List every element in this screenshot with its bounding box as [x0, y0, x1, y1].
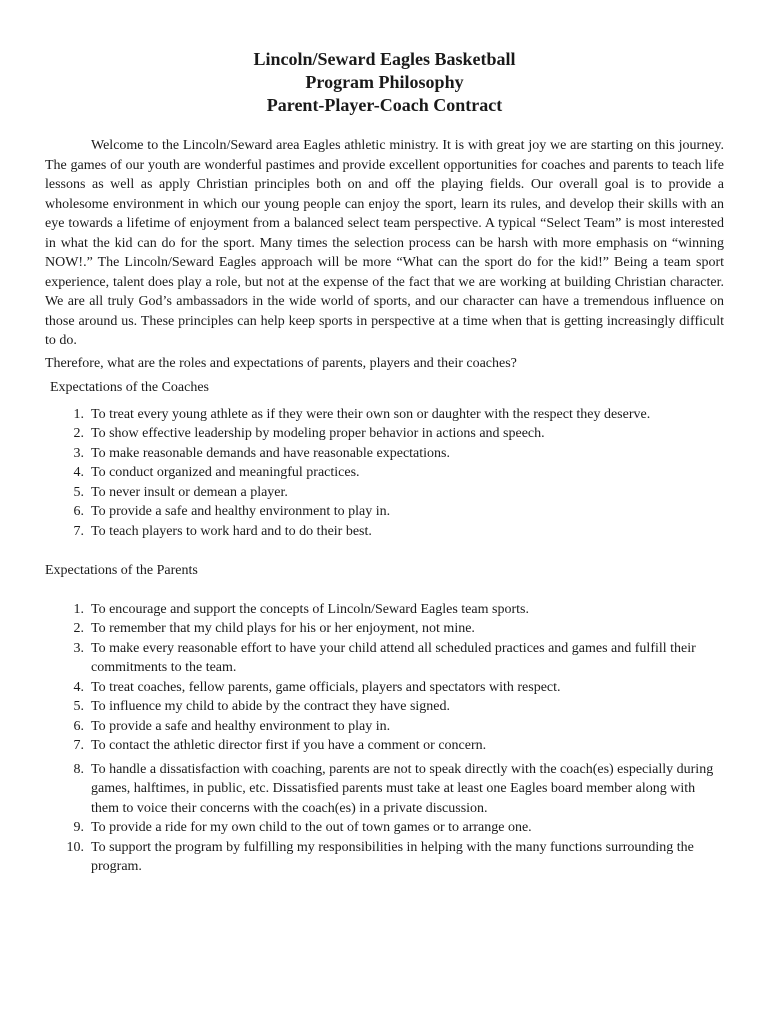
list-number: 7. [73, 738, 84, 753]
roles-question: Therefore, what are the roles and expectations of parents, players and their coaches? [45, 355, 517, 371]
intro-paragraph: Welcome to the Lincoln/Seward area Eagles athletic ministry. It is with great joy we are starting on this journey. The games of our youth are wonderful pastimes and provide excellent opportunities for coaches and parents to teach life lessons as well as apply Christian principles both on and off the playing fields. Our overall goal is to provide a wholesome environment in which our young people can enjoy the sport, learn its rules, and develop their skills with an eye towards a lifetime of enjoyment from a balanced select team perspective. A typical “Select Team” is most interested in what the kid can do for the sport. Many times the selection process can be harsh with more emphasis on “winning NOW!.” The Lincoln/Seward Eagles approach will be more “What can the sport do for the kid!” Being a team sport experience, talent does play a role, but not at the expense of the fact that we are working at building Christian character. We are all truly God’s ambassadors in the wide world of sports, and our character can have a tremendous influence on those around us. These principles can help keep sports in perspective at a time when that is getting increasingly difficult to do. [45, 138, 724, 348]
list-text: To provide a ride for my own child to the out of town games or to arrange one. [91, 820, 532, 835]
list-item [45, 424, 724, 444]
list-number: 2. [73, 426, 84, 441]
list-number: 5. [73, 699, 84, 714]
list-text: To make every reasonable effort to have your child attend all scheduled practices and games and fulfill their commitments to the team. [91, 640, 696, 675]
list-item [45, 522, 724, 542]
list-text: To support the program by fulfilling my responsibilities in helping with the many functions surrounding the program. [91, 839, 694, 874]
list-text: To treat coaches, fellow parents, game officials, players and spectators with respect. [91, 679, 561, 695]
list-number: 4. [73, 679, 84, 695]
list-number: 5. [73, 484, 84, 500]
list-item [45, 760, 724, 819]
coaches-heading: Expectations of the Coaches [50, 380, 210, 395]
list-text: To provide a safe and healthy environment to play in. [91, 504, 391, 519]
list-item [45, 697, 724, 717]
list-item [45, 678, 724, 698]
list-number: 3. [73, 640, 84, 656]
list-text: To make reasonable demands and have reasonable expectations. [91, 445, 450, 461]
list-text: To treat every young athlete as if they were their own son or daughter with the respect they deserve. [91, 406, 651, 422]
list-number: 4. [73, 465, 84, 480]
list-number: 10. [66, 839, 84, 855]
document-title-line-2: Program Philosophy [305, 72, 464, 92]
list-item [45, 600, 724, 620]
coaches-list [45, 405, 724, 542]
list-number: 8. [73, 761, 84, 777]
list-text: To influence my child to abide by the contract they have signed. [91, 699, 451, 714]
document-title-line-1: Lincoln/Seward Eagles Basketball [253, 49, 516, 69]
list-number: 6. [73, 718, 84, 734]
list-text: To provide a safe and healthy environment to play in. [91, 718, 391, 734]
parents-list [45, 600, 724, 877]
list-number: 9. [73, 820, 84, 835]
list-item [45, 736, 724, 756]
list-text: To contact the athletic director first if you have a comment or concern. [91, 738, 487, 753]
list-item [45, 818, 724, 838]
list-text: To never insult or demean a player. [91, 484, 288, 500]
list-text: To show effective leadership by modeling proper behavior in actions and speech. [91, 426, 545, 441]
document-title-line-3: Parent-Player-Coach Contract [266, 95, 503, 115]
list-item [45, 405, 724, 425]
list-number: 6. [73, 504, 84, 519]
list-number: 3. [73, 445, 84, 461]
list-number: 1. [73, 601, 84, 617]
list-number: 2. [73, 621, 84, 636]
list-item [45, 444, 724, 464]
list-text: To teach players to work hard and to do their best. [91, 523, 372, 539]
list-item [45, 619, 724, 639]
list-item [45, 463, 724, 483]
list-text: To remember that my child plays for his or her enjoyment, not mine. [91, 621, 475, 636]
list-item [45, 639, 724, 678]
list-text: To encourage and support the concepts of Lincoln/Seward Eagles team sports. [91, 601, 529, 617]
list-text: To handle a dissatisfaction with coaching, parents are not to speak directly with the coach(es) especially during games, halftimes, in public, etc. Dissatisfied parents must take at least one Eagles board member along with them to voice their concerns with the coach(es) in a private discussion. [91, 761, 714, 816]
parents-heading: Expectations of the Parents [45, 562, 198, 578]
list-number: 7. [73, 523, 84, 539]
list-number: 1. [73, 406, 84, 422]
list-item [45, 717, 724, 737]
list-item [45, 483, 724, 503]
list-item [45, 838, 724, 877]
list-text: To conduct organized and meaningful practices. [91, 465, 360, 480]
list-item [45, 502, 724, 522]
